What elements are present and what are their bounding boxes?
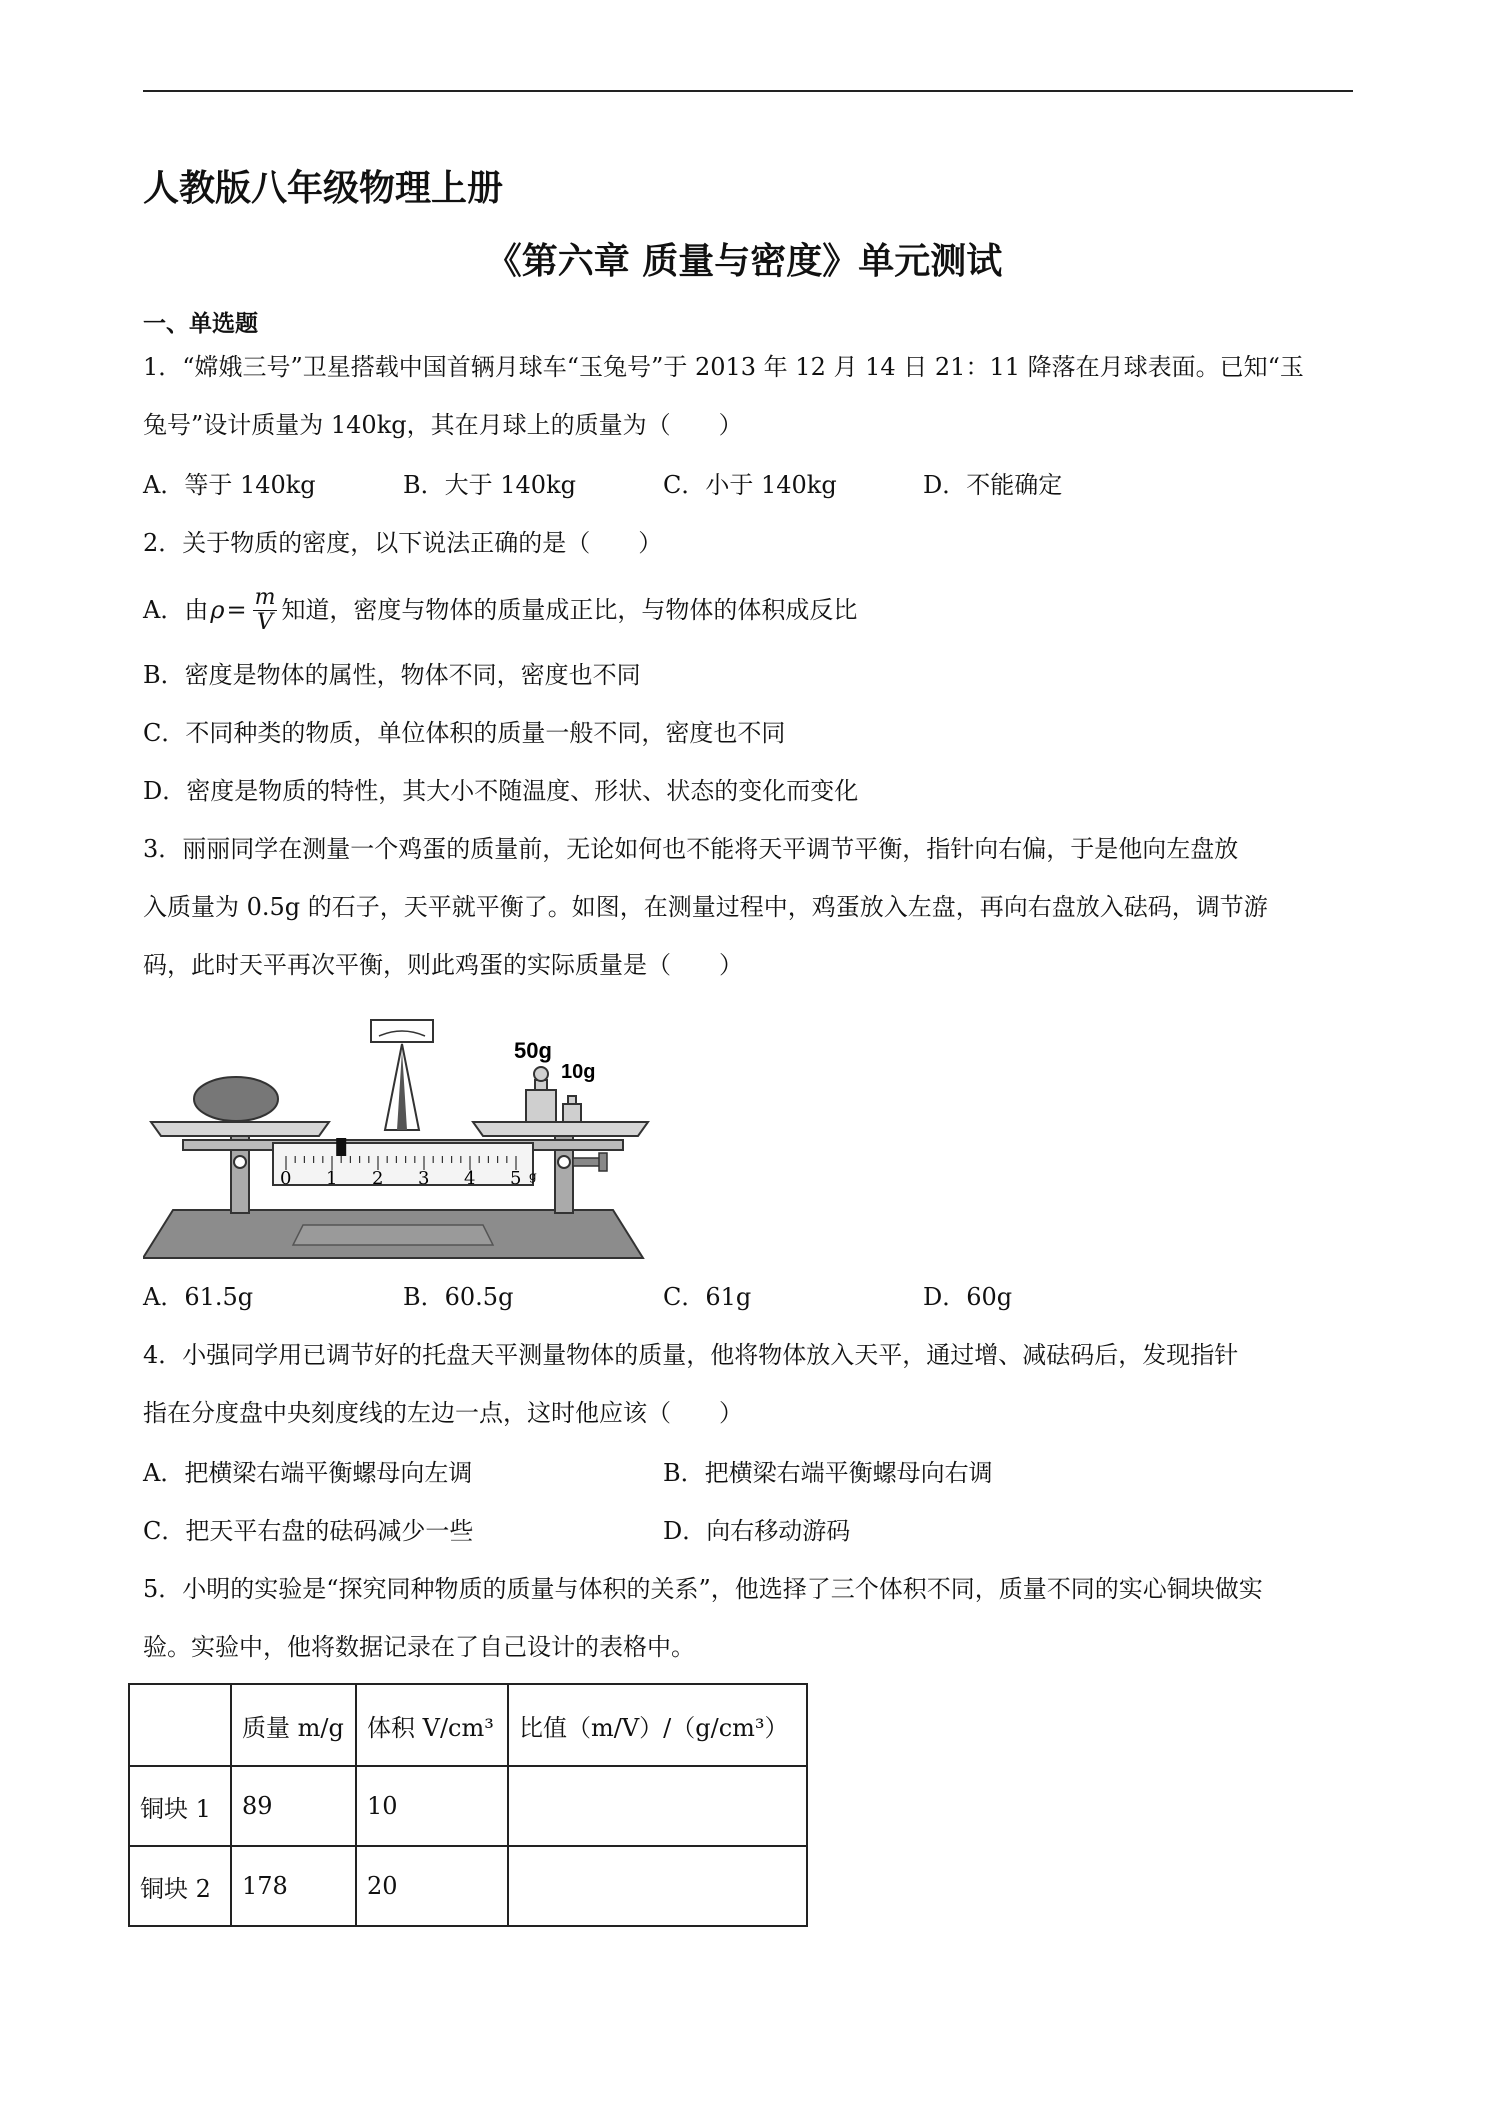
table-cell: 89: [231, 1766, 356, 1846]
q1-option-a: A．等于 140kg: [143, 471, 316, 499]
scale-label: 2: [372, 1168, 384, 1189]
q1-option-d: D．不能确定: [923, 471, 1063, 499]
q2-option-a-prefix: A．由: [143, 596, 209, 624]
rider-scale: [273, 1143, 533, 1185]
q3-option-d: D．60g: [923, 1283, 1013, 1311]
q2-option-a-suffix: 知道，密度与物体的质量成正比，与物体的体积成反比: [281, 596, 858, 624]
table-cell: 铜块 2: [129, 1846, 231, 1926]
scale-label: 4: [464, 1168, 476, 1189]
q2-option-a: [143, 586, 857, 634]
q3-stem-line2: 入质量为 0.5g 的石子，天平就平衡了。如图，在测量过程中，鸡蛋放入左盘，再向右盘放入砝码，调节游: [143, 893, 1268, 921]
scale-unit: g: [529, 1169, 537, 1183]
q1-stem-line2: 兔号”设计质量为 140kg，其在月球上的质量为（ ）: [143, 411, 743, 439]
weight-50g: [526, 1090, 556, 1122]
q1-option-b: B．大于 140kg: [403, 471, 576, 499]
balance-base-foot: [293, 1225, 493, 1245]
rider: [336, 1138, 346, 1156]
right-pan: [473, 1122, 648, 1136]
table-cell: [508, 1766, 807, 1846]
left-pivot: [234, 1156, 246, 1168]
table-cell: 178: [231, 1846, 356, 1926]
q2-option-c: C．不同种类的物质，单位体积的质量一般不同，密度也不同: [143, 719, 786, 747]
balance-figure: [143, 1010, 663, 1270]
q5-stem-line1: 5．小明的实验是“探究同种物质的质量与体积的关系”，他选择了三个体积不同，质量不同的实心铜块做实: [143, 1575, 1263, 1603]
table-row: [129, 1846, 807, 1926]
document-subtitle: 《第六章 质量与密度》单元测试: [485, 241, 1003, 282]
q3-stem-line1: 3．丽丽同学在测量一个鸡蛋的质量前，无论如何也不能将天平调节平衡，指针向右偏，于是他向左盘放: [143, 835, 1239, 863]
q3-stem-line3: 码，此时天平再次平衡，则此鸡蛋的实际质量是（ ）: [143, 951, 743, 979]
table-row: [129, 1766, 807, 1846]
left-pan: [151, 1122, 329, 1136]
q4-stem-line1: 4．小强同学用已调节好的托盘天平测量物体的质量，他将物体放入天平，通过增、减砝码后，发现指针: [143, 1341, 1239, 1369]
copper-data-table: [128, 1683, 808, 1927]
q3-option-a: A．61.5g: [143, 1283, 254, 1311]
q3-option-c: C．61g: [663, 1283, 752, 1311]
weight-50g-label: 50g: [514, 1038, 552, 1063]
density-fraction: [253, 586, 278, 635]
fraction-numerator: m: [254, 584, 276, 610]
q2-option-d: D．密度是物质的特性，其大小不随温度、形状、状态的变化而变化: [143, 777, 859, 805]
scale-label: 1: [326, 1168, 338, 1189]
rho-symbol: ρ: [210, 596, 225, 624]
scale-label: 3: [418, 1168, 430, 1189]
q4-stem-line2: 指在分度盘中央刻度线的左边一点，这时他应该（ ）: [143, 1399, 743, 1427]
scale-label: 0: [280, 1168, 292, 1189]
table-header-cell: 比值（m/V）/（g/cm³）: [508, 1684, 807, 1766]
table-cell: 铜块 1: [129, 1766, 231, 1846]
table-header-cell: [129, 1684, 231, 1766]
q4-option-b: B．把横梁右端平衡螺母向右调: [663, 1459, 993, 1487]
q1-stem-line1: 1．“嫦娥三号”卫星搭载中国首辆月球车“玉兔号”于 2013 年 12 月 14 日 21：11 降落在月球表面。已知“玉: [143, 353, 1304, 381]
table-cell: 20: [356, 1846, 508, 1926]
q4-option-c: C．把天平右盘的砝码减少一些: [143, 1517, 474, 1545]
q4-option-a: A．把横梁右端平衡螺母向左调: [143, 1459, 473, 1487]
right-pivot: [558, 1156, 570, 1168]
document-title: 人教版八年级物理上册: [143, 168, 504, 209]
q5-stem-line2: 验。实验中，他将数据记录在了自己设计的表格中。: [143, 1633, 695, 1661]
scale-label: 5: [510, 1168, 522, 1189]
q4-option-d: D．向右移动游码: [663, 1517, 851, 1545]
table-cell: [508, 1846, 807, 1926]
q1-option-c: C．小于 140kg: [663, 471, 837, 499]
weight-10g: [563, 1104, 581, 1122]
equals-sign: =: [226, 596, 247, 624]
table-header-row: [129, 1684, 807, 1766]
q2-stem: 2．关于物质的密度，以下说法正确的是（ ）: [143, 529, 663, 557]
egg: [194, 1077, 278, 1121]
header-rule: [143, 90, 1353, 92]
table-header-cell: 体积 V/cm³: [356, 1684, 508, 1766]
section-heading: 一、单选题: [143, 311, 258, 337]
q3-option-b: B．60.5g: [403, 1283, 514, 1311]
fraction-denominator: V: [257, 609, 273, 635]
table-header-cell: 质量 m/g: [231, 1684, 356, 1766]
weight-10g-label: 10g: [561, 1061, 596, 1083]
q2-option-b: B．密度是物体的属性，物体不同，密度也不同: [143, 661, 641, 689]
table-cell: 10: [356, 1766, 508, 1846]
